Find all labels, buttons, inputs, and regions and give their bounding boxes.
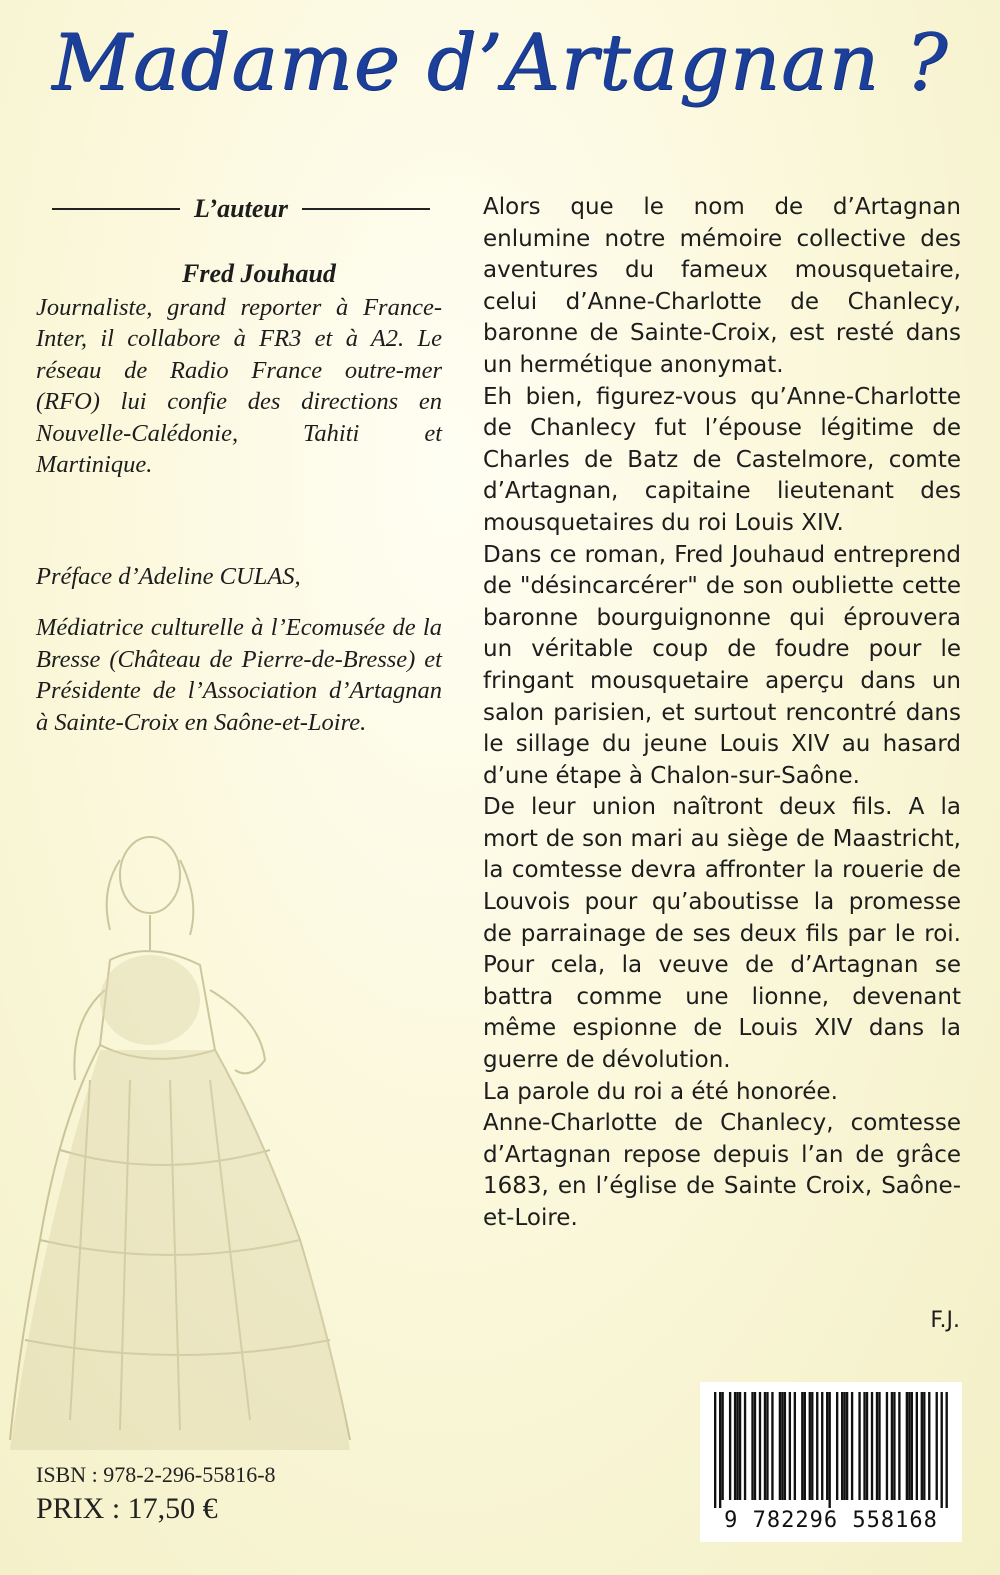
barcode-bar <box>714 1392 716 1508</box>
heading-rule-left <box>52 208 180 210</box>
heading-rule-right <box>302 208 430 210</box>
barcode-bar <box>858 1392 860 1500</box>
barcode-bar <box>729 1392 731 1500</box>
auteur-heading-label: L’auteur <box>194 194 288 224</box>
barcode-bar <box>816 1392 818 1500</box>
barcode-bar <box>751 1392 753 1500</box>
synopsis-paragraph: De leur union naîtront deux fils. A la mort de son mari au siège de Maastricht, la comtesse devra affronter la rouerie de Louvois pour qu’aboutisse la promesse de parrainage de ses deux fils par le roi. Pour cela, la veuve de d’Artagnan se battra comme une lionne, devenant même espionne de Louis XIV dans la guerre de dévolution. <box>483 794 961 1074</box>
barcode-bar <box>736 1392 738 1500</box>
barcode-bar <box>906 1392 908 1500</box>
barcode-bar <box>916 1392 918 1500</box>
barcode-bar <box>744 1392 746 1500</box>
barcode-bar <box>771 1392 773 1500</box>
barcode-bar <box>863 1392 865 1500</box>
author-name: Fred Jouhaud <box>182 259 336 288</box>
lady-engraving-illustration <box>0 820 470 1460</box>
synopsis-paragraph: Alors que le nom de d’Artagnan enlumine notre mémoire collective des aventures du fameux mousquetaire, celui d’Anne-Charlotte de Chanlecy, baronne de Sainte-Croix, est resté dans un hermétique anonymat. <box>483 194 961 378</box>
barcode-bar <box>866 1392 868 1500</box>
barcode-digits: 9 782296 558168 <box>724 1508 938 1533</box>
synopsis-paragraph: Dans ce roman, Fred Jouhaud entreprend de "désincarcérer" de son oubliette cette baronne bourguignonne qui éprouvera un véritable coup de foudre pour le fringant mousquetaire aperçu dans un salon parisien, et surtout rencontré dans le sillage du jeune Louis XIV au hasard d’une étape à Chalon-sur-Saône. <box>483 541 961 789</box>
barcode-bar <box>841 1392 843 1500</box>
barcode-bar <box>826 1392 828 1500</box>
barcode-bar <box>876 1392 878 1500</box>
barcode-bar <box>936 1392 938 1500</box>
author-bio: Journaliste, grand reporter à France-Inter, il collabore à FR3 et à A2. Le réseau de Radio France outre-mer (RFO) lui confie des directions en Nouvelle-Calédonie, Tahiti et Martinique. <box>36 293 442 478</box>
barcode-bar <box>754 1392 756 1500</box>
barcode-bar <box>923 1392 925 1500</box>
barcode-bar <box>829 1392 831 1508</box>
barcode-bar <box>911 1392 913 1500</box>
barcode-bar <box>891 1392 893 1500</box>
barcode-bar <box>893 1392 895 1500</box>
barcode-bar <box>784 1392 786 1500</box>
barcode-bar <box>719 1392 721 1508</box>
barcode-bar <box>794 1392 796 1500</box>
barcode-bar <box>779 1392 781 1500</box>
barcode-bar <box>766 1392 768 1500</box>
barcode-bars <box>714 1392 948 1508</box>
barcode-bar <box>821 1392 823 1500</box>
barcode-bar <box>789 1392 791 1500</box>
author-column <box>36 190 442 738</box>
barcode-bar <box>804 1392 806 1500</box>
barcode-bar <box>928 1392 930 1500</box>
barcode-bar <box>721 1392 723 1500</box>
preface-credit: Préface d’Adeline CULAS, <box>36 562 301 590</box>
barcode-bar <box>941 1392 943 1508</box>
barcode-bar <box>921 1392 923 1500</box>
auteur-heading <box>36 190 442 228</box>
barcode-bar <box>739 1392 741 1500</box>
isbn-text: ISBN : 978-2-296-55816-8 <box>36 1462 276 1487</box>
signature-initials: F.J. <box>930 1308 960 1333</box>
barcode-bar <box>843 1392 845 1500</box>
barcode-bar <box>759 1392 761 1500</box>
barcode-bar <box>764 1392 766 1500</box>
barcode <box>700 1382 962 1542</box>
barcode-bar <box>908 1392 910 1500</box>
barcode-bar <box>898 1392 900 1500</box>
barcode-bar <box>886 1392 888 1500</box>
book-title: Madame d’Artagnan ? <box>51 18 949 108</box>
synopsis-column <box>483 192 961 1235</box>
barcode-bar <box>871 1392 873 1500</box>
synopsis-paragraph: Anne-Charlotte de Chanlecy, comtesse d’Artagnan repose depuis l’an de grâce 1683, en l’église de Sainte Croix, Saône-et-Loire. <box>483 1110 961 1231</box>
preface-author-description: Médiatrice culturelle à l’Ecomusée de la Bresse (Château de Pierre-de-Bresse) et Présidente de l’Association d’Artagnan à Sainte-Croix en Saône-et-Loire. <box>36 614 442 736</box>
barcode-bar <box>811 1392 813 1500</box>
barcode-bar <box>781 1392 783 1500</box>
price-text: PRIX : 17,50 € <box>36 1492 218 1525</box>
barcode-bar <box>846 1392 848 1500</box>
barcode-bar <box>801 1392 803 1500</box>
barcode-bar <box>878 1392 880 1500</box>
synopsis-paragraph: La parole du roi a été honorée. <box>483 1078 838 1105</box>
barcode-bar <box>946 1392 948 1508</box>
synopsis-paragraph: Eh bien, figurez-vous qu’Anne-Charlotte de Chanlecy fut l’épouse légitime de Charles de Batz de Castelmore, comte d’Artagnan, capitaine lieutenant des mousquetaires du roi Louis XIV. <box>483 383 961 536</box>
barcode-bar <box>809 1392 811 1500</box>
barcode-bar <box>734 1392 736 1500</box>
barcode-bar <box>851 1392 853 1500</box>
barcode-bar <box>836 1392 838 1500</box>
